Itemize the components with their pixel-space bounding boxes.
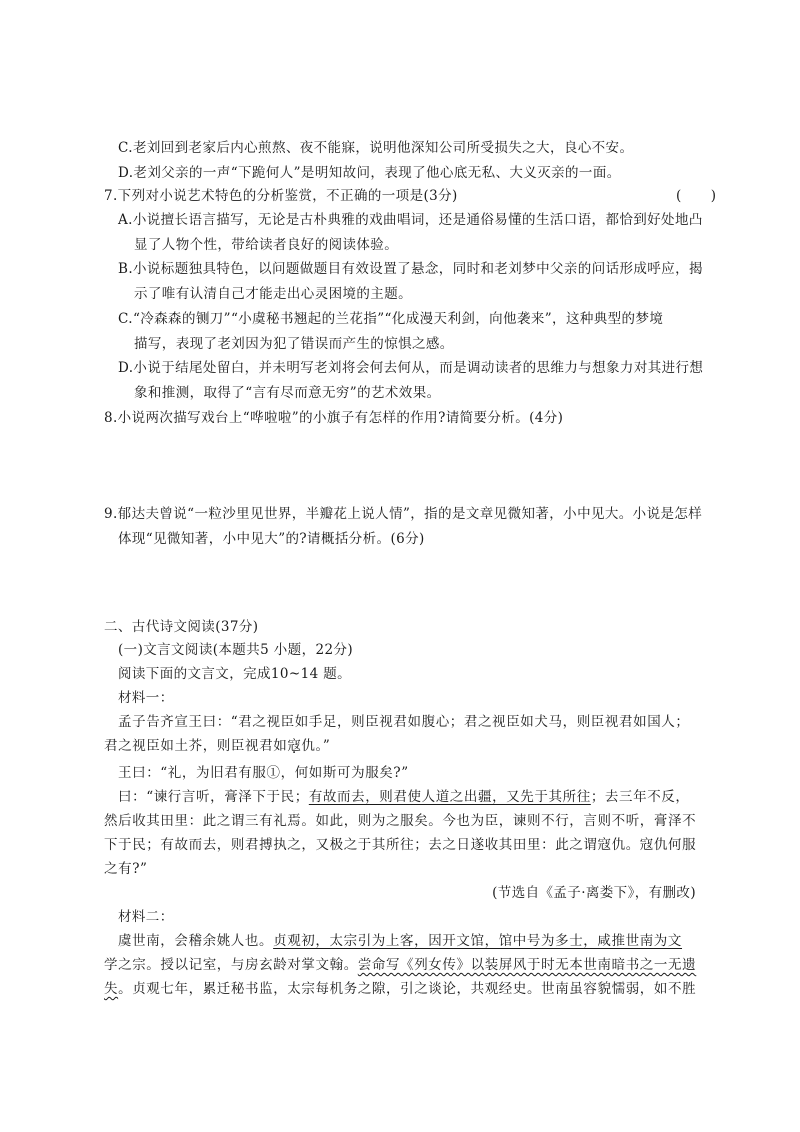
material1-label: 材料一： <box>118 690 174 706</box>
q7-option-b-line1: B.小说标题独具特色，以问题做题目有效设置了悬念，同时和老刘梦中父亲的问话形成呼应，揭 <box>118 261 703 277</box>
q7-option-b-line2: 示了唯有认清自己才能走出心灵困境的主题。 <box>134 286 412 302</box>
material1-line4-end: ；去三年不反， <box>590 789 690 805</box>
q7-option-a-line1: A.小说擅长语言描写，无论是古朴典雅的戏曲唱词，还是通俗易懂的生活口语，都恰到好处地凸 <box>118 212 703 228</box>
material1-line3: 王曰：“礼，为旧君有服①，何如斯可为服矣?” <box>118 765 409 781</box>
material2-label: 材料二： <box>118 909 174 925</box>
material2-line2 <box>104 955 696 975</box>
q9-stem-line1: 9.郁达夫曾说“一粒沙里见世界，半瓣花上说人情”，指的是文章见微知著，小中见大。小说是怎样 <box>104 506 703 522</box>
q6-option-d: D.老刘父亲的一声“下跪何人”是明知故问，表现了他心底无私、大义灭亲的一面。 <box>118 165 621 181</box>
q9-stem-line2: 体现“见微知著，小中见大”的?请概括分析。(6分) <box>118 531 425 547</box>
underlined-passage: 贞观初，太宗引为上客，因开文馆，馆中号为多士，咸推世南为文 <box>273 933 683 949</box>
material1-line4-start: 曰：“谏行言听，膏泽下于民； <box>118 789 309 805</box>
section2-instruction: 阅读下面的文言文，完成10~14 题。 <box>118 666 352 682</box>
q7-option-c-line1: C.“冷森森的铡刀”“小虞秘书翘起的兰花指”“化成漫天利剑，向他袭来”，这种典型的梦境 <box>118 311 664 327</box>
material2-line3-rest: 。贞观七年，累迁秘书监，太宗每机务之隙，引之谈论，共观经史。世南虽容貌懦弱，如不胜 <box>118 981 697 997</box>
q8-stem: 8.小说两次描写戏台上“哗啦啦”的小旗子有怎样的作用?请简要分析。(4分) <box>104 410 564 426</box>
q7-stem: 7.下列对小说艺术特色的分析鉴赏，不正确的一项是(3分) <box>104 188 458 204</box>
q7-option-d-line1: D.小说于结尾处留白，并未明写老刘将会何去何从，而是调动读者的思维力与想象力对其进行想 <box>118 360 704 376</box>
underlined-sentence: 有故而去，则君使人道之出疆，又先于其所往 <box>308 789 591 805</box>
q6-option-c: C.老刘回到老家后内心煎熬、夜不能寐，说明他深知公司所受损失之大，良心不安。 <box>118 140 634 156</box>
material1-line5: 然后收其田里：此之谓三有礼焉。如此，则为之服矣。今也为臣，谏则不行，言则不听，膏泽不 <box>104 813 697 829</box>
material1-line4 <box>118 787 690 807</box>
material2-line1 <box>118 931 682 951</box>
material1-source: (节选自《孟子·离娄下》，有删改) <box>492 885 696 901</box>
q7-option-d-line2: 象和推测，取得了“言有尽而意无穷”的艺术效果。 <box>134 385 441 401</box>
wavy-underlined-passage: 尝命写《列女传》以装屏风于时无本世南暗书之一无遗 <box>357 957 697 973</box>
section2-title: 二、古代诗文阅读(37分) <box>104 619 259 635</box>
material1-line2-end: 仇。” <box>301 738 331 754</box>
q7-option-c-line2: 描写，表现了老刘因为犯了错误而产生的惊惧之感。 <box>134 336 454 352</box>
material2-line3 <box>104 979 696 999</box>
material1-line2 <box>104 736 330 756</box>
material1-line7: 之有?” <box>104 861 148 877</box>
q7-answer-bracket: ( ) <box>676 188 725 204</box>
emphasis-dot-char: 寇 <box>287 738 302 754</box>
q7-option-a-line2: 显了人物个性，带给读者良好的阅读体验。 <box>134 237 399 253</box>
material1-line2-start: 君之视臣如土芥，则臣视君如 <box>104 738 288 754</box>
material2-line2-start: 学之宗。授以记室，与房玄龄对掌文翰。 <box>104 957 358 973</box>
material1-line6: 下于民；有故而去，则君搏执之，又极之于其所往；去之日遂收其田里：此之谓寇仇。寇仇何服 <box>104 837 697 853</box>
material2-line1-start: 虞世南，会稽余姚人也。 <box>118 933 274 949</box>
material1-line1: 孟子告齐宣王曰：“君之视臣如手足，则臣视君如腹心；君之视臣如犬马，则臣视君如国人； <box>118 714 690 730</box>
wavy-underlined-passage-end: 失 <box>104 981 119 997</box>
section2-subtitle: (一)文言文阅读(本题共5 小题，22分) <box>118 642 354 658</box>
